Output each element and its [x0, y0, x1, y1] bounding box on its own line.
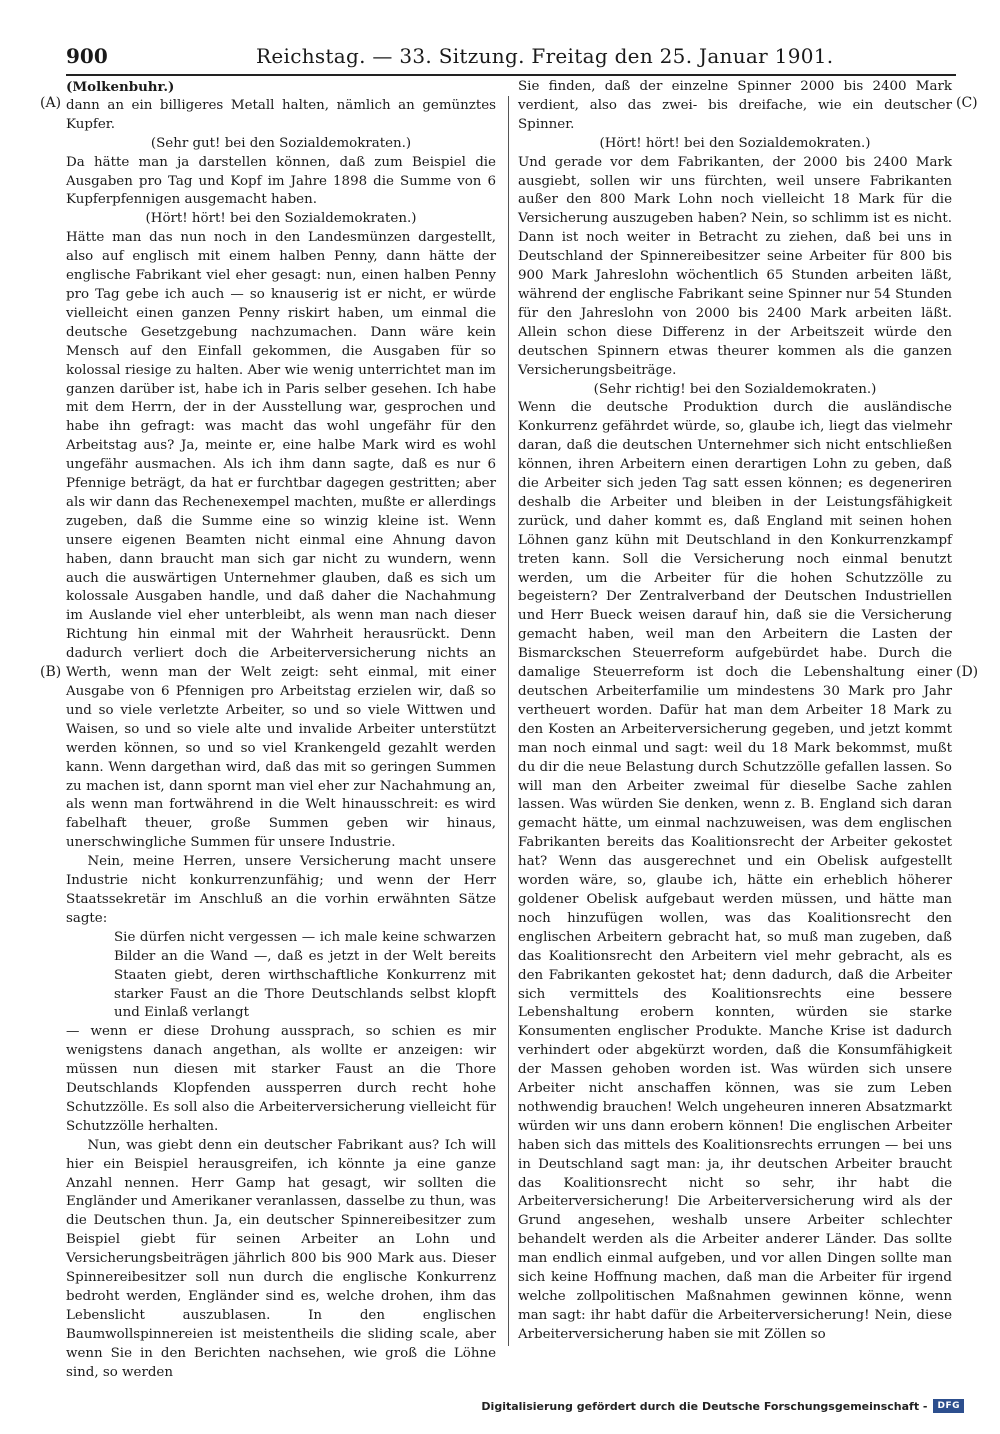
page-header [66, 42, 956, 76]
paragraph: dann an ein billigeres Metall halten, nämlich an gemünztes Kupfer. [66, 97, 496, 132]
dfg-logo: DFG [933, 1399, 964, 1413]
paragraph: Wenn die deutsche Produktion durch die ausländische Konkurrenz gefährdet würde, so, glaube ich, liegt das vielmehr daran, daß die deutschen Unternehmer sich nicht entschließen können, ihren Arbeitern einen derartigen Lohn zu geben, daß die Arbeiter sich jeden Tag satt essen können; es degeneriren deshalb die Arbeiter und bleiben in der Leistungsfähigkeit zurück, und daher kommt es, daß England mit seinen hohen Löhnen ganz kühn mit Deutschland in den Konkurrenzkampf treten kann. Soll die Versicherung noch einmal benutzt werden, um die Arbeiter für die hohen Schutzzölle zu begeistern? Der Zentralverband der Deutschen Industriellen und Herr Bueck weisen darauf hin, daß sie die Versicherung gemacht haben, weil man den Arbeitern die Lasten der Bismarckschen Steuerreform aufgebürdet habe. Durch die damalige Steuerreform ist doch die Lebenshaltung einer deutschen Arbeiterfamilie um mindestens 30 Mark pro Jahr vertheuert worden. Dafür hat man dem Arbeiter 18 Mark zu den Kosten an Arbeiterversicherung gegeben, und jetzt kommt man noch einmal und sagt: weil du 18 Mark bekommst, mußt du dir die neue Belastung durch Schutzzölle gefallen lassen. So will man den Arbeiter zweimal für dieselbe Sache zahlen lassen. Was würden Sie denken, wenn z. B. England sich daran gemacht hätte, um einmal nachzuweisen, was dem englischen Fabrikanten bereits das Koalitionsrecht der Arbeiter gekostet hat? Wenn das ausgerechnet und ein Obelisk aufgestellt worden wäre, so, glaube ich, hätte ein erheblich höherer goldener Obelisk aufgebaut werden müssen, und hätte man noch hinzufügen wollen, was das Koalitionsrecht den englischen Arbeitern gebracht hat, so muß man zugeben, daß das Koalitionsrecht den Arbeitern viel mehr gebracht, als es den Fabrikanten gekostet hat; denn dadurch, daß die Arbeiter sich vermittels des Koalitionsrechts eine bessere Lebenshaltung erobern konnten, würden sie starke Konsumenten englischer Produkte. Manche Krise ist dadurch verhindert oder abgekürzt worden, daß die Konsumfähigkeit der Massen gehoben worden ist. Was würden sich unsere Arbeiter nicht anschaffen können, was sie zum Leben nothwendig brauchen! Welch ungeheuren inneren Absatzmarkt würden wir uns dann erobern können! Die englischen Arbeiter haben sich das mittels des Koalitionsrechts errungen — bei uns in Deutschland sagt man: ja, ihr deutschen Arbeiter braucht das Koalitionsrecht nicht so sehr, ihr habt die Arbeiterversicherung! Die Arbeiterversicherung wird als der Grund angesehen, weshalb unsere Arbeiter schlechter behandelt werden als die Arbeiter anderer Länder. Das sollte man endlich einmal aufgeben, und vor allen Dingen sollte man sich keine Hoffnung machen, daß man die Arbeiter für irgend welche zollpolitischen Maßnahmen gewinnen könne, wenn man sagt: ihr habt dafür die Arbeiterversicherung! Nein, diese Arbeiterversicherung haben sie mit Zöllen so [518, 400, 952, 1342]
margin-marker-b: (B) [40, 664, 62, 680]
paragraph: Und gerade vor dem Fabrikanten, der 2000 bis 2400 Mark ausgiebt, sollen wir uns fürchten, weil unsere Fabrikanten außer den 800 Mark Lohn noch vielleicht 18 Mark für die Versicherung auszugeben haben? Nein, so schlimm ist es nicht. Dann ist noch weiter in Betracht zu ziehen, daß bei uns in Deutschland der Spinnereibesitzer seine Arbeiter für 800 bis 900 Mark Jahreslohn wöchentlich 65 Stunden arbeiten läßt, während der englische Fabrikant seine Spinner nur 54 Stunden für den Jahreslohn von 2000 bis 2400 Mark arbeiten läßt. Allein schon diese Differenz in der Arbeitszeit würde den deutschen Spinnern etwas theurer kommen als die ganzen Versicherungsbeiträge. [518, 154, 952, 378]
running-title: Reichstag. — 33. Sitzung. Freitag den 25. Januar 1901. [256, 44, 834, 68]
quotation: Sie dürfen nicht vergessen — ich male keine schwarzen Bilder an die Wand —, daß es jetzt in der Welt bereits Staaten giebt, deren wirthschaftliche Konkurrenz mit starker Faust an die Thore Deutschlands selbst klopft und Einlaß verlangt [114, 929, 496, 1021]
right-column [518, 78, 952, 1345]
paragraph: Hätte man das nun noch in den Landesmünzen dargestellt, also auf englisch mit einem halben Penny, dann hätte der englische Fabrikant viel eher gesagt: nun, einen halben Penny pro Tag gebe ich auch — so knauserig ist er nicht, er würde vielleicht einen ganzen Penny riskirt haben, um einmal die deutsche Gesetzgebung nachzumachen. Dann wäre kein Mensch auf den Einfall gekommen, die Ausgaben für so kolossal riesige zu halten. Aber wie wenig unterrichtet man im ganzen darüber ist, habe ich in Paris selber gesehen. Ich habe mit dem Herrn, der in der Ausstellung war, gesprochen und habe ihn gefragt: was macht das wohl ungefähr für den Arbeitstag aus? Ja, meinte er, eine halbe Mark wird es wohl ungefähr ausmachen. Als ich ihm dann sagte, daß es nur 6 Pfennige beträgt, da hat er furchtbar dagegen gestritten; aber als wir dann das Rechenexempel machten, mußte er allerdings zugeben, daß die Summe eine so winzig kleine ist. Wenn unsere eigenen Beamten nicht einmal eine Ahnung davon haben, dann braucht man sich gar nicht zu wundern, wenn auch die auswärtigen Unternehmer glauben, daß es sich um kolossale Ausgaben handle, und daß daher die Nachahmung im Auslande viel eher unterbleibt, als wenn man nach dieser Richtung hin einmal mit der Wahrheit herausrückt. Denn dadurch verliert doch die Arbeiterversicherung nichts an Werth, wenn man der Welt zeigt: seht einmal, mit einer Ausgabe von 6 Pfennigen pro Arbeitstag erzielen wir, daß so und so viele verletzte Arbeiter, so und so viele Wittwen und Waisen, so und so viele alte und invalide Arbeiter unterstützt werden können, so und so viel Krankengeld gezahlt werden kann. Wenn dargethan wird, daß das mit so geringen Summen zu machen ist, dann spornt man viel eher zur Nachahmung an, als wenn man fortwährend in die Welt hinausschreit: es wird fabelhaft theuer, große Summen geben wir hinaus, unerschwingliche Summen für unsere Industrie. [66, 230, 496, 851]
paragraph: Nein, meine Herren, unsere Versicherung macht unsere Industrie nicht konkurrenzunfähig; und wenn der Herr Staatssekretär im Anschluß an die vorhin erwähnten Sätze sagte: [66, 854, 496, 926]
page-number: 900 [66, 44, 108, 68]
paragraph: Nun, was giebt denn ein deutscher Fabrikant aus? Ich will hier ein Beispiel herausgreifen, ich könnte ja eine ganze Anzahl nennen. Herr Gamp hat gesagt, wir sollten die Engländer und Amerikaner veranlassen, dasselbe zu thun, was die Deutschen thun. Ja, ein deutscher Spinnereibesitzer zum Beispiel giebt für seinen Arbeiter an Lohn und Versicherungsbeiträgen jährlich 800 bis 900 Mark aus. Dieser Spinnereibesitzer soll nun durch die englische Konkurrenz bedroht werden, Engländer sind es, welche drohen, ihm das Lebenslicht auszublasen. In den englischen Baumwollspinnereien ist meistentheils die sliding scale, aber wenn Sie in den Berichten nachsehen, wie groß die Löhne sind, so werden [66, 1137, 496, 1380]
speaker-name: (Molkenbuhr.) [66, 79, 175, 95]
margin-marker-d: (D) [956, 664, 979, 680]
interjection: (Hört! hört! bei den Sozialdemokraten.) [145, 211, 417, 227]
margin-marker-a: (A) [40, 95, 62, 111]
interjection: (Sehr gut! bei den Sozialdemokraten.) [150, 135, 412, 151]
interjection: (Hört! hört! bei den Sozialdemokraten.) [599, 135, 871, 151]
column-divider [508, 96, 509, 1346]
paragraph: Da hätte man ja darstellen können, daß zum Beispiel die Ausgaben pro Tag und Kopf im Jahre 1898 die Summe von 6 Kupferpfennigen ausgemacht haben. [66, 154, 496, 208]
margin-marker-c: (C) [956, 95, 978, 111]
digitization-credit [481, 1397, 964, 1415]
interjection: (Sehr richtig! bei den Sozialdemokraten.) [593, 381, 877, 397]
paragraph: Sie finden, daß der einzelne Spinner 2000 bis 2400 Mark verdient, also das zwei- bis dreifache, wie ein deutscher Spinner. [518, 79, 952, 132]
paragraph: — wenn er diese Drohung aussprach, so schien es mir wenigstens danach angethan, als wollte er anzeigen: wir müssen nun diesen mit starker Faust an die Thore Deutschlands Klopfenden aussperren durch recht hohe Schutzzölle. Es soll also die Arbeiterversicherung vielleicht für Schutzzölle herhalten. [66, 1024, 496, 1134]
left-column [66, 78, 496, 1383]
credit-text: Digitalisierung gefördert durch die Deutsche Forschungsgemeinschaft - [481, 1399, 928, 1413]
